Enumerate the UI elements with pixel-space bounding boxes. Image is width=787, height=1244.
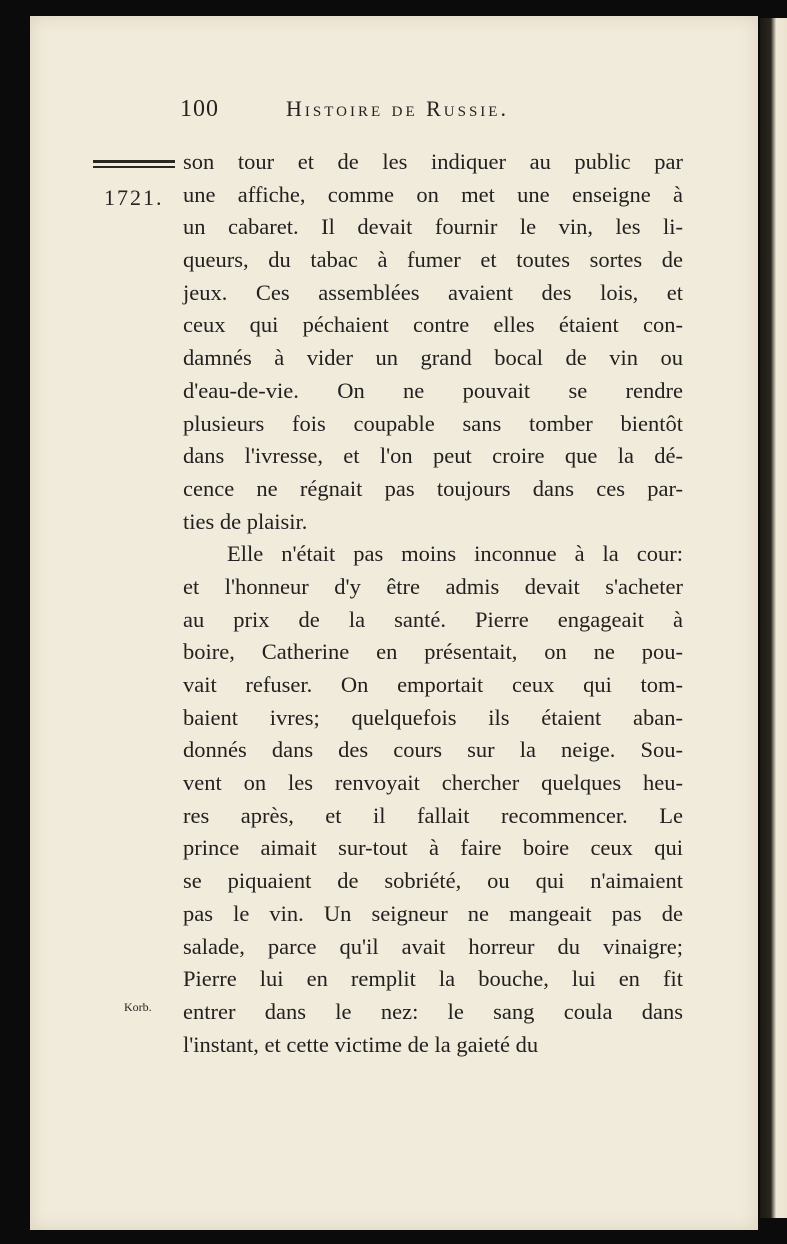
page-header bbox=[180, 96, 580, 136]
running-title: Histoire de Russie. bbox=[286, 96, 509, 121]
text-line: jeux. Ces assemblées avaient des lois, et bbox=[183, 279, 683, 305]
text-line: au prix de la santé. Pierre engageait à bbox=[183, 606, 683, 632]
text-line: Pierre lui en remplit la bouche, lui en fit bbox=[183, 966, 683, 992]
text-line: vent on les renvoyait chercher quelques heu- bbox=[183, 770, 683, 796]
text-line: dans l'ivresse, et l'on peut croire que la dé- bbox=[183, 443, 683, 469]
adjacent-page-edge bbox=[760, 18, 787, 1218]
text-line: res après, et il fallait recommencer. Le bbox=[183, 802, 683, 828]
text-line: entrer dans le nez: le sang coula dans bbox=[183, 998, 683, 1024]
paragraph bbox=[183, 538, 683, 1061]
text-line: pas le vin. Un seigneur ne mangeait pas de bbox=[183, 900, 683, 926]
margin-year: 1721. bbox=[104, 185, 164, 210]
text-line: se piquaient de sobriété, ou qui n'aimaient bbox=[183, 868, 683, 894]
text-line: une affiche, comme on met une enseigne à bbox=[183, 181, 683, 207]
paragraph bbox=[183, 146, 683, 538]
text-line: un cabaret. Il devait fournir le vin, les li- bbox=[183, 214, 683, 240]
text-line: boire, Catherine en présentait, on ne pou- bbox=[183, 639, 683, 665]
text-line: prince aimait sur-tout à faire boire ceux qui bbox=[183, 835, 683, 861]
text-line: Elle n'était pas moins inconnue à la cour: bbox=[227, 541, 683, 567]
text-line: baient ivres; quelquefois ils étaient aban- bbox=[183, 704, 683, 730]
text-line: plusieurs fois coupable sans tomber bientôt bbox=[183, 410, 683, 436]
margin-side-note: Korb. bbox=[124, 1000, 152, 1014]
double-rule-ornament bbox=[93, 160, 175, 170]
text-line: d'eau-de-vie. On ne pouvait se rendre bbox=[183, 377, 683, 403]
text-line: salade, parce qu'il avait horreur du vinaigre; bbox=[183, 933, 683, 959]
text-line: donnés dans des cours sur la neige. Sou- bbox=[183, 737, 683, 763]
text-line: damnés à vider un grand bocal de vin ou bbox=[183, 345, 683, 371]
body-text bbox=[183, 146, 683, 1061]
page-number: 100 bbox=[180, 96, 219, 122]
text-line: queurs, du tabac à fumer et toutes sortes de bbox=[183, 247, 683, 273]
text-line: ties de plaisir. bbox=[183, 508, 308, 534]
text-line: cence ne régnait pas toujours dans ces par- bbox=[183, 475, 683, 501]
text-line: vait refuser. On emportait ceux qui tom- bbox=[183, 672, 683, 697]
text-line: ceux qui péchaient contre elles étaient con- bbox=[183, 312, 683, 338]
text-line: et l'honneur d'y être admis devait s'acheter bbox=[183, 573, 683, 599]
text-line: son tour et de les indiquer au public par bbox=[183, 149, 683, 174]
text-line: l'instant, et cette victime de la gaieté du bbox=[183, 1031, 539, 1057]
